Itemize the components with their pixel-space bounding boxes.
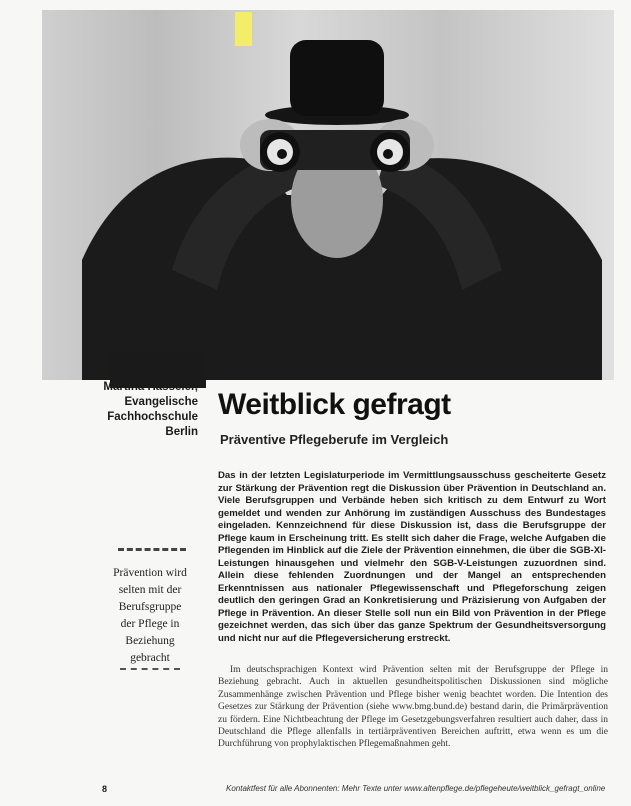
author-name: Martina Hasseler, bbox=[103, 381, 198, 393]
author-affiliation-line-2: Fachhochschule bbox=[107, 411, 198, 423]
author-affiliation-line-3: Berlin bbox=[165, 426, 198, 438]
pullquote-line: Beziehung bbox=[125, 635, 175, 647]
pullquote-line: selten mit der bbox=[118, 584, 182, 596]
pullquote-line: der Pflege in bbox=[120, 618, 180, 630]
pullquote-line: gebracht bbox=[130, 652, 170, 664]
article-title: Weitblick gefragt bbox=[218, 388, 451, 421]
author-affiliation-line-1: Evangelische bbox=[124, 396, 198, 408]
page-number: 8 bbox=[102, 784, 108, 794]
author-byline bbox=[90, 380, 198, 440]
pullquote bbox=[108, 565, 192, 667]
sticky-note bbox=[235, 12, 252, 46]
header-photo bbox=[42, 10, 614, 380]
pullquote-bottom-rule bbox=[120, 668, 180, 673]
footer-note: Kontaktfest für alle Abonnenten: Mehr Texte unter www.altenpflege.de/pflegeheute/weitblick_gefragt_online bbox=[226, 784, 606, 793]
article-subtitle: Präventive Pflegeberufe im Vergleich bbox=[220, 432, 449, 447]
pullquote-line: Berufsgruppe bbox=[118, 601, 182, 613]
photo-binoculars-figure bbox=[42, 10, 614, 380]
pullquote-line: Prävention wird bbox=[113, 567, 187, 579]
pullquote-top-rule bbox=[118, 548, 186, 555]
article-body-paragraph: Im deutschsprachigen Kontext wird Prävention selten mit der Berufsgruppe der Pflege in Beziehung gebracht. Auch in aktuellen gesundheitspolitischen Diskussionen sind mögliche Zusammenhänge zwischen Prävention und Pflege bisher wenig beachtet worden. Die Intention des Gesetzes zur Stärkung der Prävention (siehe www.bmg.bund.de) bestand darin, die Primärprävention zu fördern. Eine Nichtbeachtung der Pflege im Gesetzgebungsverfahren resultiert auch daher, dass in Deutschland die Pflege allenfalls in tertiärpräventiven Bereichen auftritt, etwa wenn es um die Durchführung von prophylaktischen Pflegemaßnahmen geht. bbox=[218, 665, 608, 750]
article-lead-paragraph: Das in der letzten Legislaturperiode im Vermittlungsausschuss gescheiterte Gesetz zur Stärkung der Prävention regt die Diskussion über Prävention in Deutschland an. Viele Berufsgruppen und Verbände heben sich kritisch zu dem Entwurf zu Wort gemeldet und wenden zur Anhörung im zuständigen Ausschuss des Bundestages eingeladen. Kennzeichnend für diese Diskussion ist, dass die Berufsgruppe der Pflege kaum in Erscheinung tritt. Es stellt sich daher die Frage, welche Aufgaben die Pflegenden im Hinblick auf die Ziele der Prävention einnehmen, die über die SGB-XI-Leistungen hinausgehen und vielmehr den SGB-V-Leistungen zuzuordnen sind. Allein diese fehlenden Zuordnungen und der Mangel an entsprechenden Erkenntnissen aus nationaler Pflegewissenschaft und Pflegeforschung zeigen deutlich den geringen Grad an Konkretisierung und Präzisierung von Aufgaben der Pflege in Prävention. An dieser Stelle soll nun ein Bild von Prävention in der Pflege gezeichnet werden, das sich über das ganze Spektrum der Gesundheitsversorgung und nicht nur auf die Pflegeversicherung erstreckt. bbox=[218, 470, 606, 644]
